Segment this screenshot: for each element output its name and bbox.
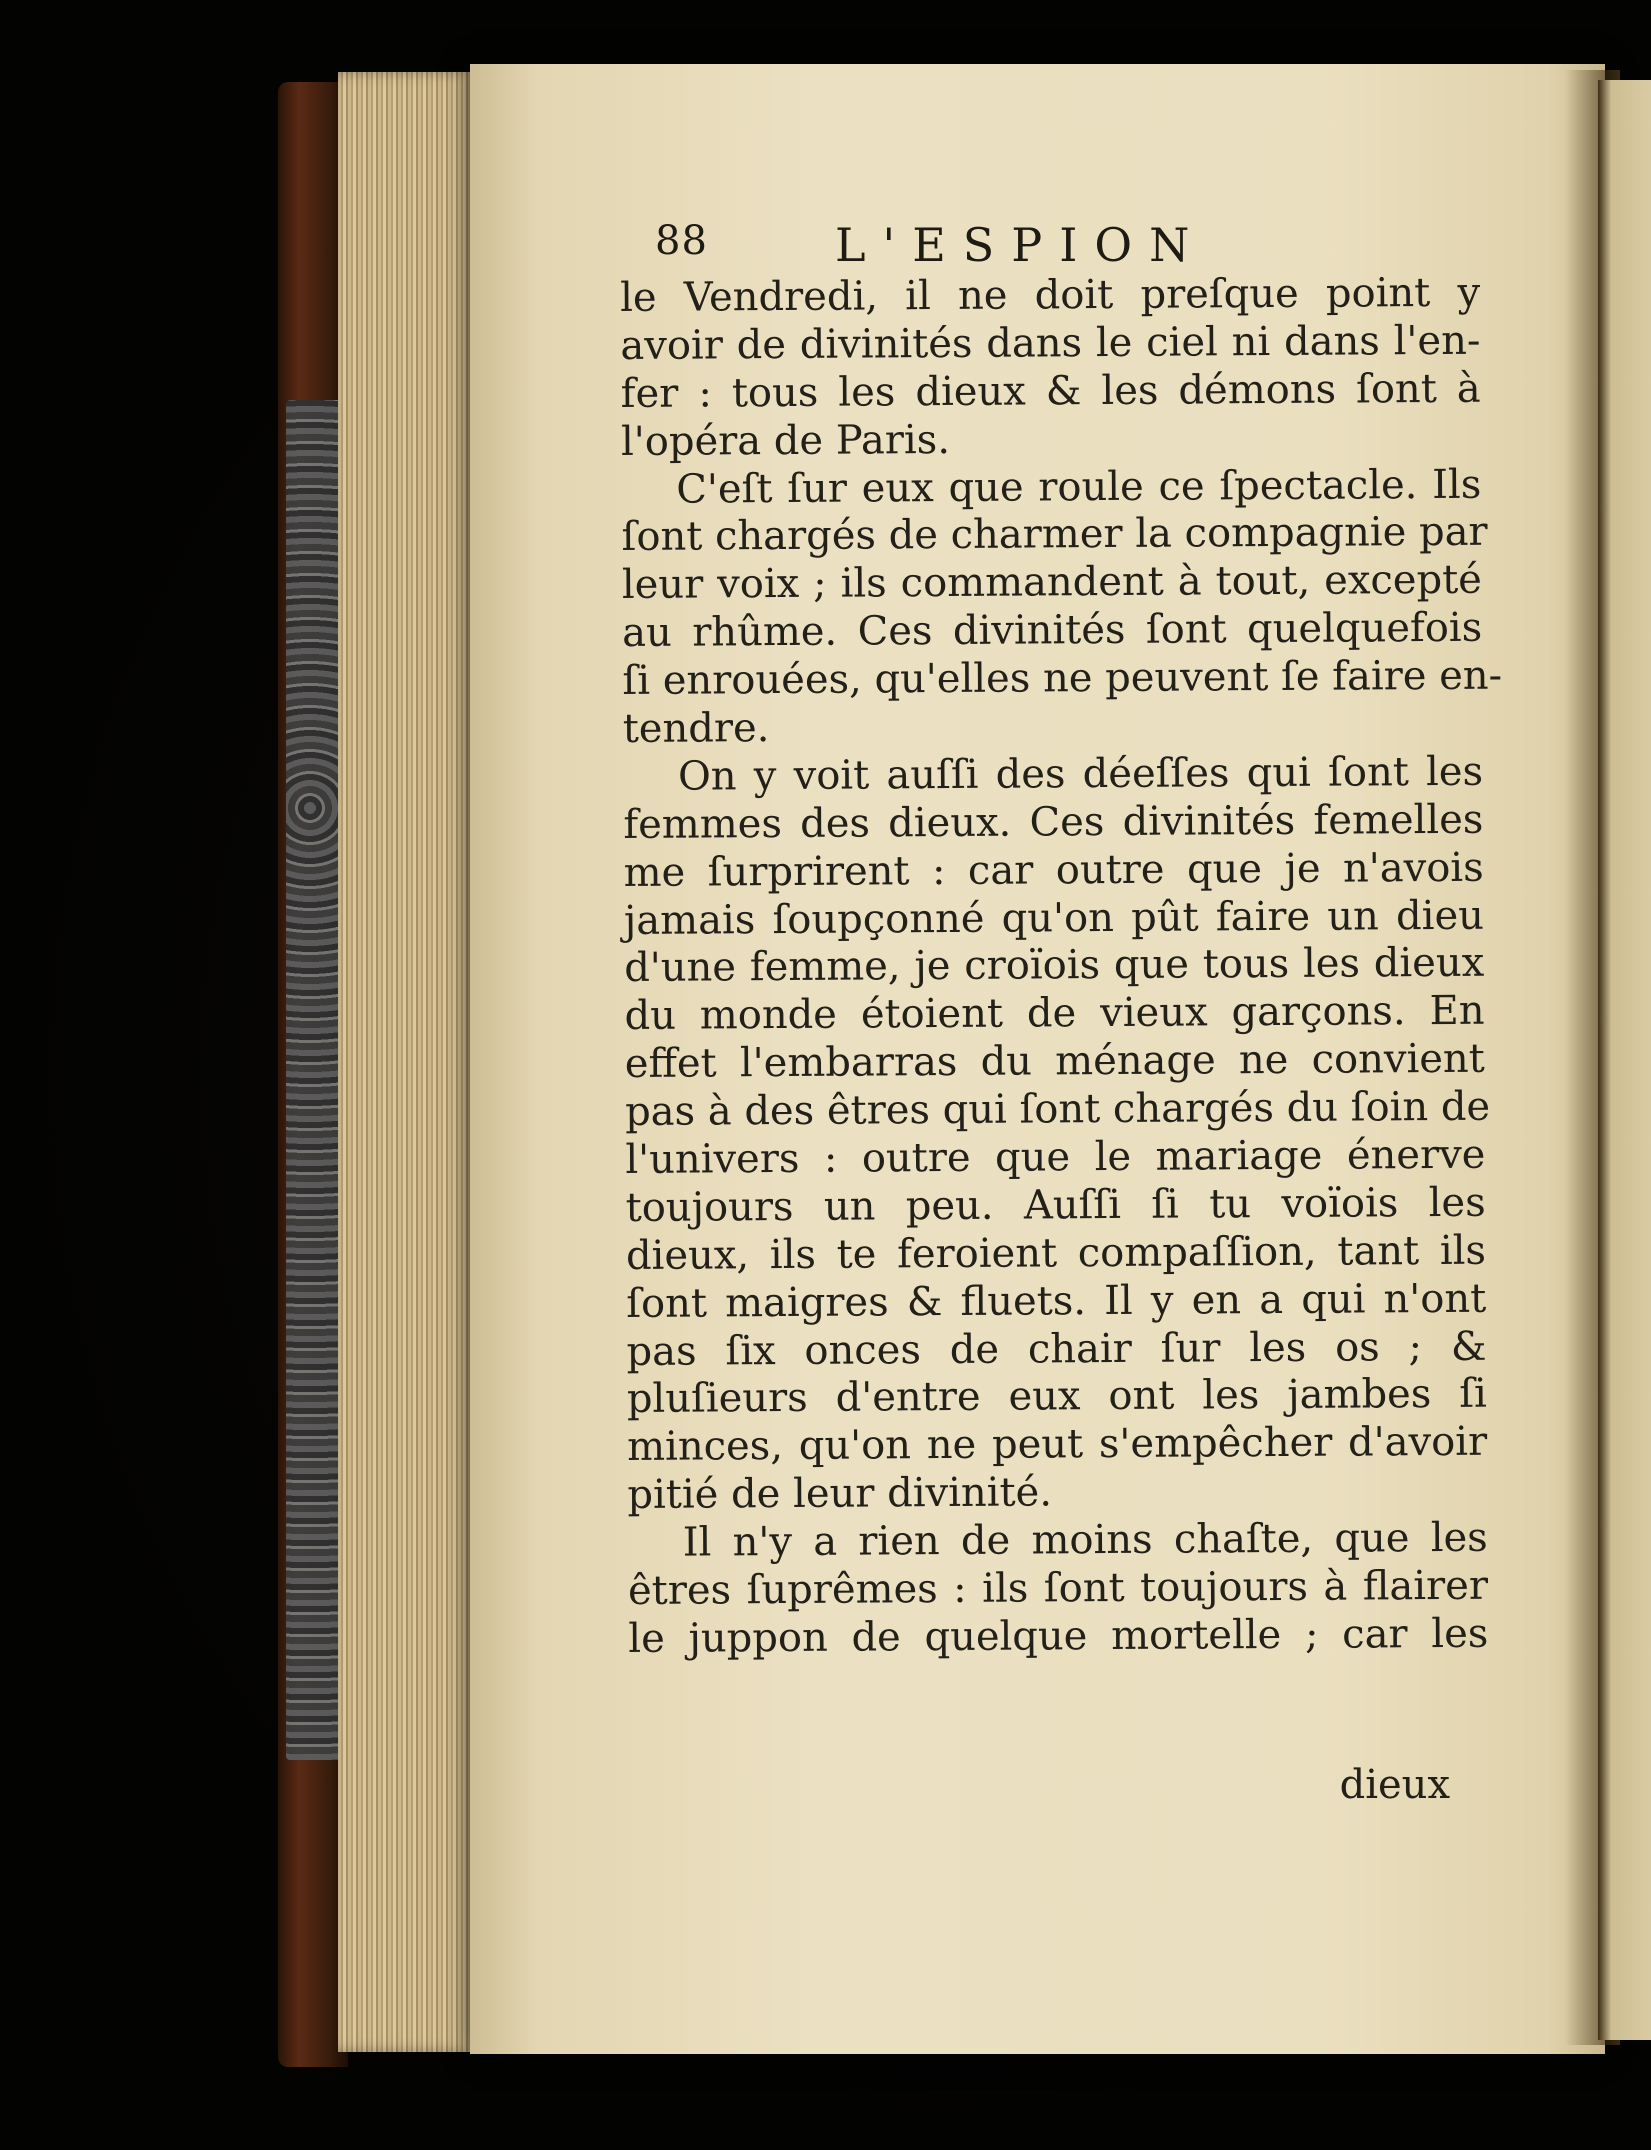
text-line: avoir de divinités dans le ciel ni dans l'en- — [620, 317, 1481, 369]
text-line: pas ſix onces de chair ſur les os ; & — [626, 1323, 1487, 1375]
text-line: du monde étoient de vieux garçons. En — [624, 988, 1485, 1040]
text-line: l'univers : outre que le mariage énerve — [625, 1131, 1486, 1184]
text-line: pluſieurs d'entre eux ont les jambes ſi — [626, 1371, 1487, 1423]
text-line: dieux, ils te feroient compaſſion, tant ils — [625, 1227, 1487, 1279]
text-line: tendre. — [622, 705, 770, 753]
marbled-cover-edge — [286, 400, 346, 1760]
text-line: me ſurprirent : car outre que je n'avois — [623, 844, 1484, 896]
text-line: ſi enrouées, qu'elles ne peuvent ſe faire en- — [622, 652, 1503, 705]
text-line: ſont maigres & fluets. Il y en a qui n'ont — [626, 1275, 1487, 1327]
text-line: effet l'embarras du ménage ne convient — [624, 1035, 1485, 1088]
text-line: ſont chargés de charmer la compagnie par — [621, 509, 1488, 561]
text-line: leur voix ; ils commandent à tout, excepté — [621, 557, 1483, 609]
text-line: l'opéra de Paris. — [620, 416, 951, 465]
catchword: dieux — [1339, 1762, 1450, 1808]
text-line: toujours un peu. Auſſi ſi tu voïois les — [625, 1179, 1486, 1231]
body-text — [620, 269, 1503, 1664]
text-line: le juppon de quelque mortelle ; car les — [628, 1610, 1489, 1662]
text-line: minces, qu'on ne peut s'empêcher d'avoir — [627, 1419, 1488, 1471]
text-line: au rhûme. Ces divinités ſont quelquefois — [622, 604, 1483, 657]
text-line: êtres ſuprêmes : ils ſont toujours à flairer — [627, 1562, 1489, 1615]
text-line: C'eſt ſur eux que roule ce ſpectacle. Ils — [676, 461, 1482, 513]
text-line: le Vendredi, il ne doit preſque point y — [620, 269, 1481, 321]
page-number: 88 — [655, 218, 708, 264]
text-line: d'une femme, je croïois que tous les dieux — [624, 940, 1485, 992]
facing-page-edge — [1598, 80, 1651, 2040]
text-line: pitié de leur divinité. — [627, 1469, 1053, 1519]
text-line: jamais ſoupçonné qu'on pût faire un dieu — [623, 892, 1485, 944]
page-edges — [338, 72, 478, 2052]
text-line: femmes des dieux. Ces divinités femelles — [623, 796, 1484, 848]
text-line: Il n'y a rien de moins chaſte, que les — [682, 1514, 1488, 1566]
running-title: L'ESPION — [835, 218, 1207, 272]
text-line: On y voit auſſi des déeſſes qui ſont les — [677, 748, 1484, 800]
text-line: pas à des êtres qui ſont chargés du ſoin de — [624, 1083, 1491, 1136]
text-line: fer : tous les dieux & les démons ſont à — [620, 365, 1481, 417]
